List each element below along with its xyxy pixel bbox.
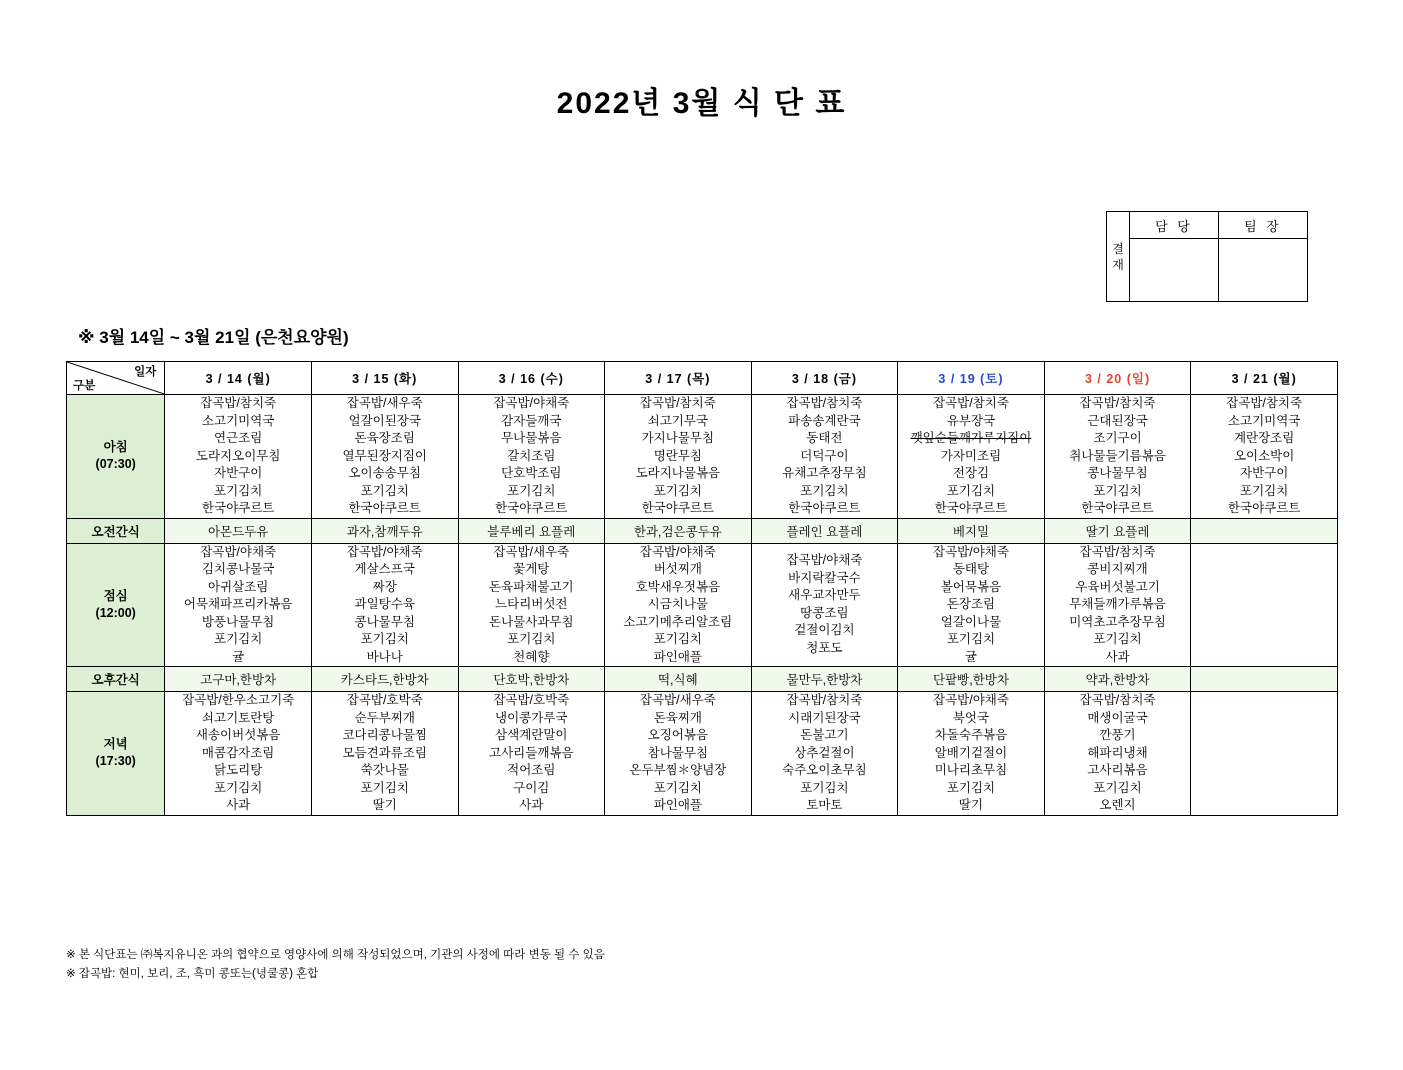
snack-morning-5: 베지밀	[898, 518, 1045, 543]
approval-col-manager: 담 당	[1130, 212, 1219, 239]
footnotes	[66, 946, 605, 984]
meal-lunch-5: 잡곡밥/야채죽 동태탕 볼어묵볶음 돈장조림 얼갈이나물 포기김치 귤	[898, 543, 1045, 667]
meal-breakfast-7: 잡곡밥/참치죽 소고기미역국 계란장조림 오이소박이 자반구이 포기김치 한국야쿠르트	[1191, 395, 1338, 519]
meal-dinner-0: 잡곡밥/한우소고기죽 쇠고기토란탕 새송이버섯볶음 매콤감자조림 닭도리탕 포기김치 사과	[165, 692, 312, 816]
day-header-1: 3 / 15 (화)	[311, 362, 458, 395]
meal-dinner-2: 잡곡밥/호박죽 냉이콩가루국 삼색계란말이 고사리들깨볶음 적어조림 구이김 사과	[458, 692, 605, 816]
approval-sign-teamlead	[1219, 239, 1308, 302]
snack-morning-4: 플레인 요플레	[751, 518, 898, 543]
table-row-breakfast	[67, 395, 1338, 519]
snack-afternoon-4: 물만두,한방차	[751, 667, 898, 692]
footnote-2: ※ 잡곡밥: 현미, 보리, 조, 흑미 콩또는(녕쿨콩) 혼합	[66, 968, 319, 980]
table-row-morning-snack	[67, 518, 1338, 543]
menu-document	[0, 78, 1403, 1070]
snack-morning-7	[1191, 518, 1338, 543]
approval-side-label: 결재	[1107, 212, 1130, 302]
snack-afternoon-2: 단호박,한방차	[458, 667, 605, 692]
meal-dinner-4: 잡곡밥/참치죽 시래기된장국 돈불고기 상추겉절이 숙주오이초무침 포기김치 토마토	[751, 692, 898, 816]
day-header-2: 3 / 16 (수)	[458, 362, 605, 395]
row-label-dinner-name: 저녁	[103, 737, 128, 752]
row-label-afternoon-snack: 오후간식	[67, 667, 165, 692]
snack-afternoon-5: 단팥빵,한방차	[898, 667, 1045, 692]
menu-table	[66, 361, 1338, 816]
row-label-lunch-name: 점심	[103, 588, 128, 603]
day-header-0: 3 / 14 (월)	[165, 362, 312, 395]
meal-lunch-3: 잡곡밥/야채죽 버섯찌개 호박새우젓볶음 시금치나물 소고기메추리알조림 포기김치 파인애플	[605, 543, 752, 667]
row-label-breakfast-time: (07:30)	[95, 457, 136, 472]
day-header-4: 3 / 18 (금)	[751, 362, 898, 395]
snack-morning-6: 딸기 요플레	[1044, 518, 1191, 543]
meal-lunch-0: 잡곡밥/야채죽 김치콩나물국 아귀살조림 어묵채파프리카볶음 방풍나물무침 포기김치 귤	[165, 543, 312, 667]
snack-morning-0: 아몬드두유	[165, 518, 312, 543]
row-label-lunch-time: (12:00)	[95, 605, 136, 620]
meal-dinner-5: 잡곡밥/야채죽 북엇국 차돌숙주볶음 알배기겉절이 미나리초무침 포기김치 딸기	[898, 692, 1045, 816]
row-label-breakfast-name: 아침	[103, 440, 128, 455]
footnote-1: ※ 본 식단표는 ㈜복지유니온 과의 협약으로 영양사에 의해 작성되었으며, 기관의 사정에 따라 변동 될 수 있음	[66, 949, 605, 961]
meal-dinner-6: 잡곡밥/참치죽 매생이굴국 깐풍기 해파리냉채 고사리볶음 포기김치 오렌지	[1044, 692, 1191, 816]
meal-breakfast-3: 잡곡밥/참치죽 쇠고기무국 가지나물무침 명란무침 도라지나물볶음 포기김치 한국야쿠르트	[605, 395, 752, 519]
meal-lunch-7	[1191, 543, 1338, 667]
approval-sign-manager	[1130, 239, 1219, 302]
table-row-dinner	[67, 692, 1338, 816]
meal-lunch-6: 잡곡밥/참치죽 콩비지찌개 우육버섯불고기 무채들깨가루볶음 미역초고추장무침 포기김치 사과	[1044, 543, 1191, 667]
table-header-row	[67, 362, 1338, 395]
day-header-3: 3 / 17 (목)	[605, 362, 752, 395]
snack-afternoon-1: 카스타드,한방차	[311, 667, 458, 692]
day-header-6: 3 / 20 (일)	[1044, 362, 1191, 395]
meal-breakfast-4: 잡곡밥/참치죽 파송송계란국 동태전 더덕구이 유채고추장무침 포기김치 한국야쿠르트	[751, 395, 898, 519]
header-division-label: 구분	[73, 380, 96, 392]
row-label-dinner	[67, 692, 165, 816]
row-label-lunch	[67, 543, 165, 667]
day-header-7: 3 / 21 (월)	[1191, 362, 1338, 395]
meal-breakfast-0: 잡곡밥/참치죽 소고기미역국 연근조림 도라지오이무침 자반구이 포기김치 한국야쿠르트	[165, 395, 312, 519]
meal-lunch-2: 잡곡밥/새우죽 꽃게탕 돈육파채불고기 느타리버섯전 돈나물사과무침 포기김치 천혜향	[458, 543, 605, 667]
approval-col-teamlead: 팀 장	[1219, 212, 1308, 239]
meal-dinner-7	[1191, 692, 1338, 816]
page-title: 2022년 3월 식 단 표	[556, 87, 847, 120]
snack-morning-1: 과자,참깨두유	[311, 518, 458, 543]
meal-breakfast-6: 잡곡밥/참치죽 근대된장국 조기구이 취나물들기름볶음 콩나물무침 포기김치 한국야쿠르트	[1044, 395, 1191, 519]
snack-afternoon-0: 고구마,한방차	[165, 667, 312, 692]
row-label-breakfast	[67, 395, 165, 519]
approval-box	[1106, 211, 1308, 302]
meal-dinner-1: 잡곡밥/호박죽 순두부찌개 코다리콩나물찜 모듬견과류조림 쑥갓나물 포기김치 딸기	[311, 692, 458, 816]
meal-breakfast-5: 잡곡밥/참치죽 유부장국 깻잎순들깨가루지짐이 가자미조림 전장김 포기김치 한국야쿠르트	[898, 395, 1045, 519]
snack-afternoon-6: 약과,한방차	[1044, 667, 1191, 692]
meal-breakfast-1: 잡곡밥/새우죽 얼갈이된장국 돈육장조림 열무된장지짐이 오이송송무침 포기김치 한국야쿠르트	[311, 395, 458, 519]
snack-afternoon-7	[1191, 667, 1338, 692]
snack-morning-3: 한과,검은콩두유	[605, 518, 752, 543]
snack-afternoon-3: 떡,식혜	[605, 667, 752, 692]
meal-lunch-4: 잡곡밥/야채죽 바지락칼국수 새우교자만두 땅콩조림 겉절이김치 청포도	[751, 543, 898, 667]
table-row-afternoon-snack	[67, 667, 1338, 692]
meal-breakfast-2: 잡곡밥/야채죽 감자들깨국 무나물볶음 갈치조림 단호박조림 포기김치 한국야쿠르트	[458, 395, 605, 519]
date-range-subtitle: ※ 3월 14일 ~ 3월 21일 (은천요양원)	[78, 328, 349, 347]
header-date-label: 일자	[134, 366, 157, 378]
snack-morning-2: 블루베리 요플레	[458, 518, 605, 543]
day-header-5: 3 / 19 (토)	[898, 362, 1045, 395]
row-label-morning-snack: 오전간식	[67, 518, 165, 543]
meal-dinner-3: 잡곡밥/새우죽 돈육찌개 오징어볶음 참나물무침 온두부찜＊양념장 포기김치 파인애플	[605, 692, 752, 816]
row-label-dinner-time: (17:30)	[95, 754, 136, 769]
header-corner-cell	[67, 362, 165, 395]
table-row-lunch	[67, 543, 1338, 667]
meal-lunch-1: 잡곡밥/야채죽 게살스프국 짜장 과일탕수육 콩나물무침 포기김치 바나나	[311, 543, 458, 667]
